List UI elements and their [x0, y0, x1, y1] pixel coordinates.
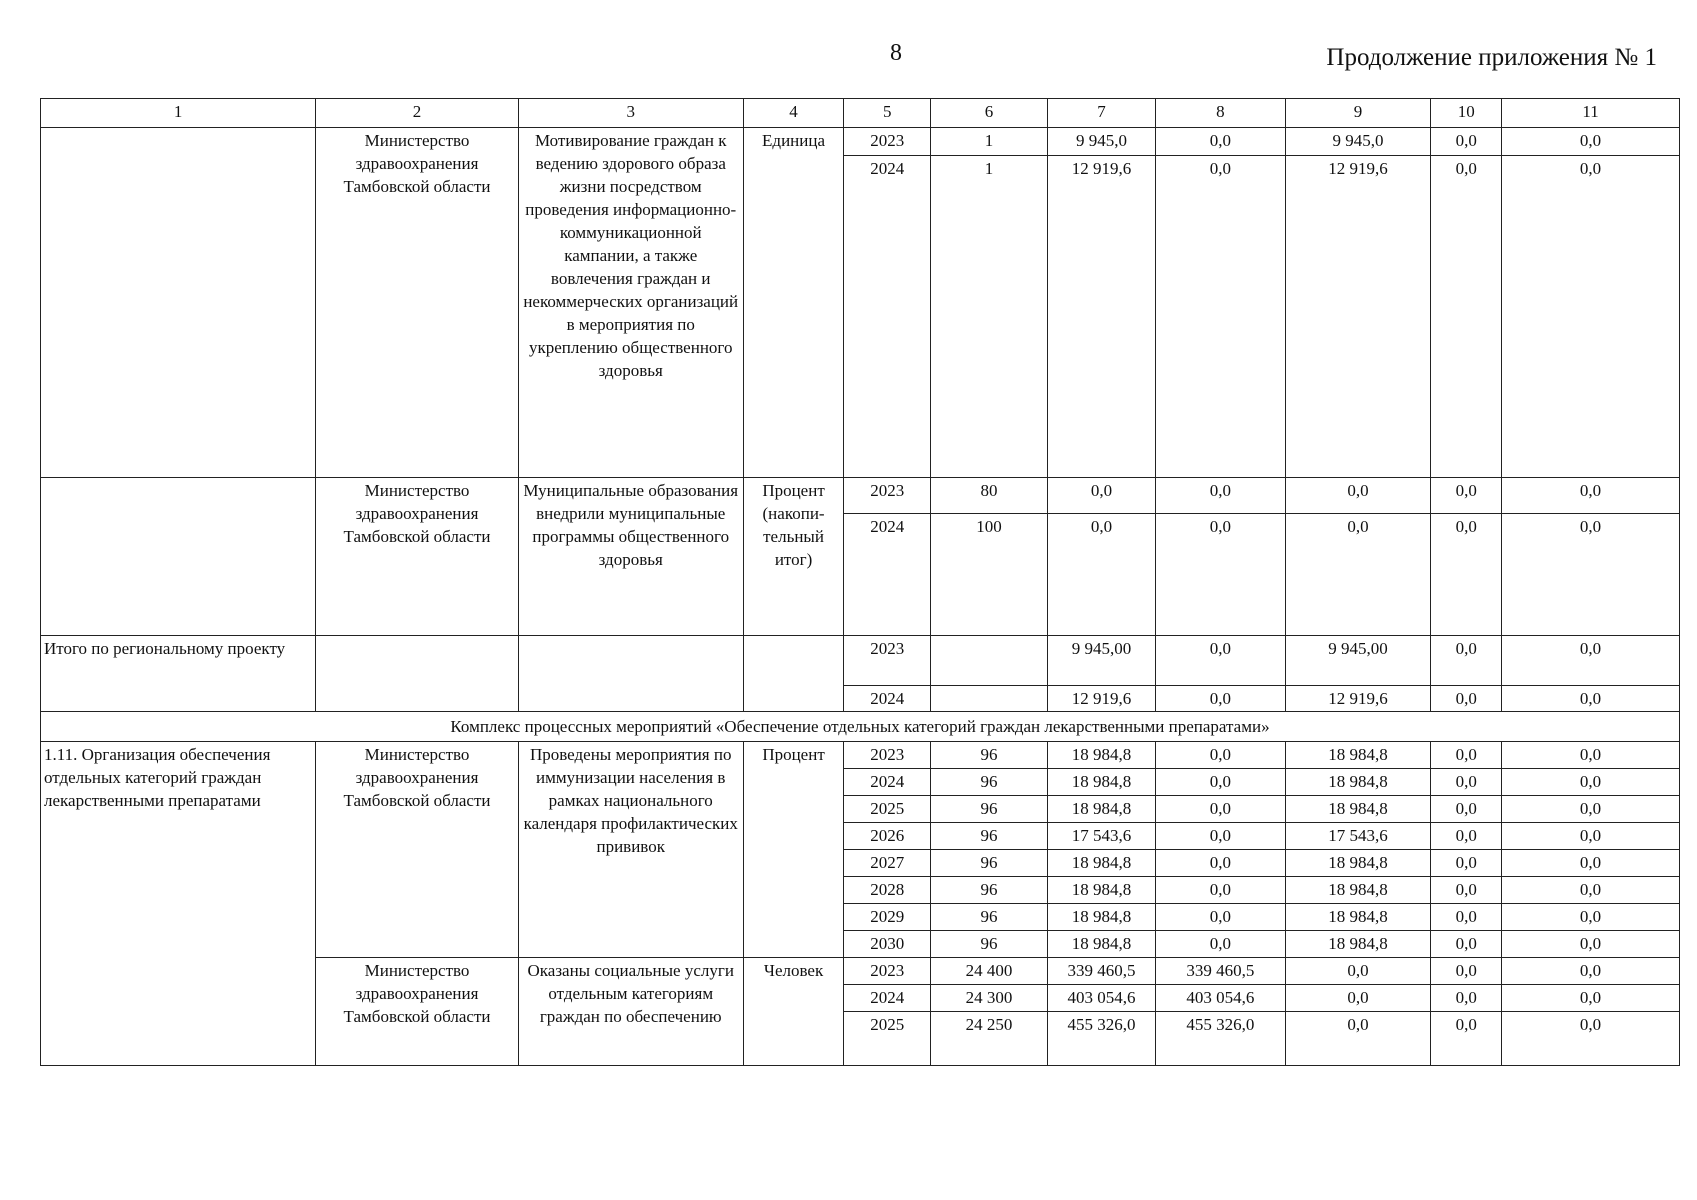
value-cell: 18 984,8	[1047, 877, 1155, 904]
value-cell: 12 919,6	[1285, 686, 1431, 712]
year-cell: 2023	[844, 958, 931, 985]
total-label-cell: Итого по региональному проекту	[41, 636, 316, 712]
unit-cell: Единица	[743, 128, 844, 478]
value-cell: 0,0	[1431, 796, 1502, 823]
year-cell: 2023	[844, 636, 931, 686]
value-cell: 96	[931, 796, 1048, 823]
year-cell: 2024	[844, 514, 931, 636]
responsible-cell: Министерство здравоохранения Тамбовской области	[316, 128, 518, 478]
unit-cell: Процент (накопи-тельный итог)	[743, 478, 844, 636]
responsible-cell: Министерство здравоохранения Тамбовской области	[316, 478, 518, 636]
value-cell: 0,0	[1156, 128, 1286, 156]
result-cell: Муниципальные образования внедрили муниципальные программы общественного здоровья	[518, 478, 743, 636]
year-cell: 2024	[844, 985, 931, 1012]
value-cell: 0,0	[1502, 636, 1680, 686]
year-cell: 2025	[844, 1012, 931, 1066]
value-cell: 0,0	[1285, 514, 1431, 636]
value-cell: 0,0	[1431, 958, 1502, 985]
appendix-continuation-title: Продолжение приложения № 1	[1326, 44, 1657, 71]
value-cell: 18 984,8	[1285, 904, 1431, 931]
value-cell: 12 919,6	[1285, 156, 1431, 478]
value-cell: 12 919,6	[1047, 156, 1155, 478]
value-cell: 18 984,8	[1285, 877, 1431, 904]
value-cell: 339 460,5	[1156, 958, 1286, 985]
value-cell: 24 250	[931, 1012, 1048, 1066]
value-cell: 0,0	[1431, 128, 1502, 156]
column-header: 11	[1502, 99, 1680, 128]
value-cell: 18 984,8	[1047, 931, 1155, 958]
value-cell: 96	[931, 823, 1048, 850]
table-row	[41, 742, 1680, 769]
value-cell: 18 984,8	[1047, 769, 1155, 796]
value-cell: 9 945,00	[1047, 636, 1155, 686]
value-cell: 18 984,8	[1285, 931, 1431, 958]
value-cell: 9 945,0	[1047, 128, 1155, 156]
value-cell: 18 984,8	[1047, 796, 1155, 823]
value-cell: 24 300	[931, 985, 1048, 1012]
column-header: 3	[518, 99, 743, 128]
year-cell: 2024	[844, 156, 931, 478]
value-cell: 96	[931, 904, 1048, 931]
value-cell: 24 400	[931, 958, 1048, 985]
year-cell: 2023	[844, 478, 931, 514]
year-cell: 2024	[844, 769, 931, 796]
value-cell: 0,0	[1502, 769, 1680, 796]
value-cell: 0,0	[1431, 850, 1502, 877]
value-cell: 0,0	[1502, 128, 1680, 156]
value-cell: 0,0	[1431, 877, 1502, 904]
column-header: 9	[1285, 99, 1431, 128]
column-header: 10	[1431, 99, 1502, 128]
value-cell: 100	[931, 514, 1048, 636]
value-cell: 0,0	[1156, 478, 1286, 514]
column-header: 8	[1156, 99, 1286, 128]
value-cell: 0,0	[1431, 769, 1502, 796]
value-cell: 0,0	[1502, 796, 1680, 823]
responsible-cell	[316, 636, 518, 712]
year-cell: 2023	[844, 742, 931, 769]
value-cell: 0,0	[1431, 904, 1502, 931]
value-cell: 0,0	[1285, 478, 1431, 514]
responsible-cell: Министерство здравоохранения Тамбовской области	[316, 742, 518, 958]
value-cell: 0,0	[1156, 796, 1286, 823]
value-cell: 0,0	[1431, 686, 1502, 712]
value-cell: 18 984,8	[1047, 850, 1155, 877]
value-cell	[931, 636, 1048, 686]
value-cell: 0,0	[1156, 877, 1286, 904]
value-cell: 80	[931, 478, 1048, 514]
year-cell: 2028	[844, 877, 931, 904]
year-cell: 2023	[844, 128, 931, 156]
value-cell: 0,0	[1502, 985, 1680, 1012]
year-cell: 2025	[844, 796, 931, 823]
measure-cell	[41, 128, 316, 478]
value-cell: 0,0	[1156, 156, 1286, 478]
value-cell: 0,0	[1047, 478, 1155, 514]
section-title: Комплекс процессных мероприятий «Обеспечение отдельных категорий граждан лекарственными препаратами»	[41, 712, 1680, 742]
measure-cell	[41, 478, 316, 636]
value-cell: 0,0	[1156, 686, 1286, 712]
responsible-cell: Министерство здравоохранения Тамбовской области	[316, 958, 518, 1066]
value-cell: 339 460,5	[1047, 958, 1155, 985]
table-row	[41, 478, 1680, 514]
value-cell: 96	[931, 850, 1048, 877]
value-cell: 17 543,6	[1285, 823, 1431, 850]
value-cell: 0,0	[1502, 931, 1680, 958]
result-cell	[518, 636, 743, 712]
table-row	[41, 636, 1680, 686]
value-cell: 1	[931, 128, 1048, 156]
result-cell: Проведены мероприятия по иммунизации населения в рамках национального календаря профилактических прививок	[518, 742, 743, 958]
value-cell: 0,0	[1502, 686, 1680, 712]
value-cell: 455 326,0	[1156, 1012, 1286, 1066]
value-cell: 0,0	[1502, 904, 1680, 931]
value-cell: 0,0	[1156, 769, 1286, 796]
value-cell: 0,0	[1502, 478, 1680, 514]
value-cell: 0,0	[1285, 958, 1431, 985]
value-cell: 96	[931, 769, 1048, 796]
value-cell: 0,0	[1502, 877, 1680, 904]
section-title-row	[41, 712, 1680, 742]
value-cell: 0,0	[1502, 1012, 1680, 1066]
value-cell: 18 984,8	[1285, 850, 1431, 877]
value-cell	[931, 686, 1048, 712]
value-cell: 0,0	[1431, 985, 1502, 1012]
value-cell: 403 054,6	[1156, 985, 1286, 1012]
value-cell: 0,0	[1431, 478, 1502, 514]
value-cell: 0,0	[1285, 1012, 1431, 1066]
column-header: 5	[844, 99, 931, 128]
value-cell: 0,0	[1502, 958, 1680, 985]
value-cell: 0,0	[1156, 931, 1286, 958]
value-cell: 18 984,8	[1047, 904, 1155, 931]
unit-cell	[743, 636, 844, 712]
value-cell: 18 984,8	[1047, 742, 1155, 769]
appendix-table	[40, 98, 1680, 1066]
value-cell: 455 326,0	[1047, 1012, 1155, 1066]
column-number-row	[41, 99, 1680, 128]
value-cell: 0,0	[1502, 850, 1680, 877]
value-cell: 0,0	[1431, 514, 1502, 636]
column-header: 4	[743, 99, 844, 128]
value-cell: 0,0	[1502, 514, 1680, 636]
value-cell: 17 543,6	[1047, 823, 1155, 850]
value-cell: 0,0	[1156, 904, 1286, 931]
value-cell: 0,0	[1156, 742, 1286, 769]
value-cell: 403 054,6	[1047, 985, 1155, 1012]
value-cell: 9 945,00	[1285, 636, 1431, 686]
value-cell: 0,0	[1156, 823, 1286, 850]
year-cell: 2029	[844, 904, 931, 931]
value-cell: 0,0	[1431, 636, 1502, 686]
value-cell: 0,0	[1502, 823, 1680, 850]
value-cell: 12 919,6	[1047, 686, 1155, 712]
result-cell: Мотивирование граждан к ведению здорового образа жизни посредством проведения информационно-коммуникационной кампании, а также вовлечения граждан и некоммерческих организаций в мероприятия по укреплению общественного здоровья	[518, 128, 743, 478]
value-cell: 96	[931, 742, 1048, 769]
unit-cell: Процент	[743, 742, 844, 958]
measure-cell: 1.11. Организация обеспечения отдельных категорий граждан лекарственными препаратами	[41, 742, 316, 1066]
year-cell: 2026	[844, 823, 931, 850]
year-cell: 2030	[844, 931, 931, 958]
value-cell: 0,0	[1502, 156, 1680, 478]
column-header: 2	[316, 99, 518, 128]
value-cell: 0,0	[1431, 156, 1502, 478]
value-cell: 96	[931, 877, 1048, 904]
column-header: 1	[41, 99, 316, 128]
value-cell: 0,0	[1431, 1012, 1502, 1066]
value-cell: 0,0	[1156, 636, 1286, 686]
table-row	[41, 128, 1680, 156]
value-cell: 18 984,8	[1285, 742, 1431, 769]
page-number: 8	[890, 40, 902, 66]
value-cell: 1	[931, 156, 1048, 478]
value-cell: 18 984,8	[1285, 796, 1431, 823]
value-cell: 0,0	[1156, 850, 1286, 877]
value-cell: 0,0	[1285, 985, 1431, 1012]
unit-cell: Человек	[743, 958, 844, 1066]
column-header: 6	[931, 99, 1048, 128]
year-cell: 2027	[844, 850, 931, 877]
value-cell: 18 984,8	[1285, 769, 1431, 796]
value-cell: 0,0	[1431, 742, 1502, 769]
value-cell: 0,0	[1156, 514, 1286, 636]
result-cell: Оказаны социальные услуги отдельным категориям граждан по обеспечению	[518, 958, 743, 1066]
year-cell: 2024	[844, 686, 931, 712]
value-cell: 9 945,0	[1285, 128, 1431, 156]
column-header: 7	[1047, 99, 1155, 128]
value-cell: 0,0	[1431, 931, 1502, 958]
value-cell: 0,0	[1047, 514, 1155, 636]
value-cell: 96	[931, 931, 1048, 958]
value-cell: 0,0	[1431, 823, 1502, 850]
value-cell: 0,0	[1502, 742, 1680, 769]
